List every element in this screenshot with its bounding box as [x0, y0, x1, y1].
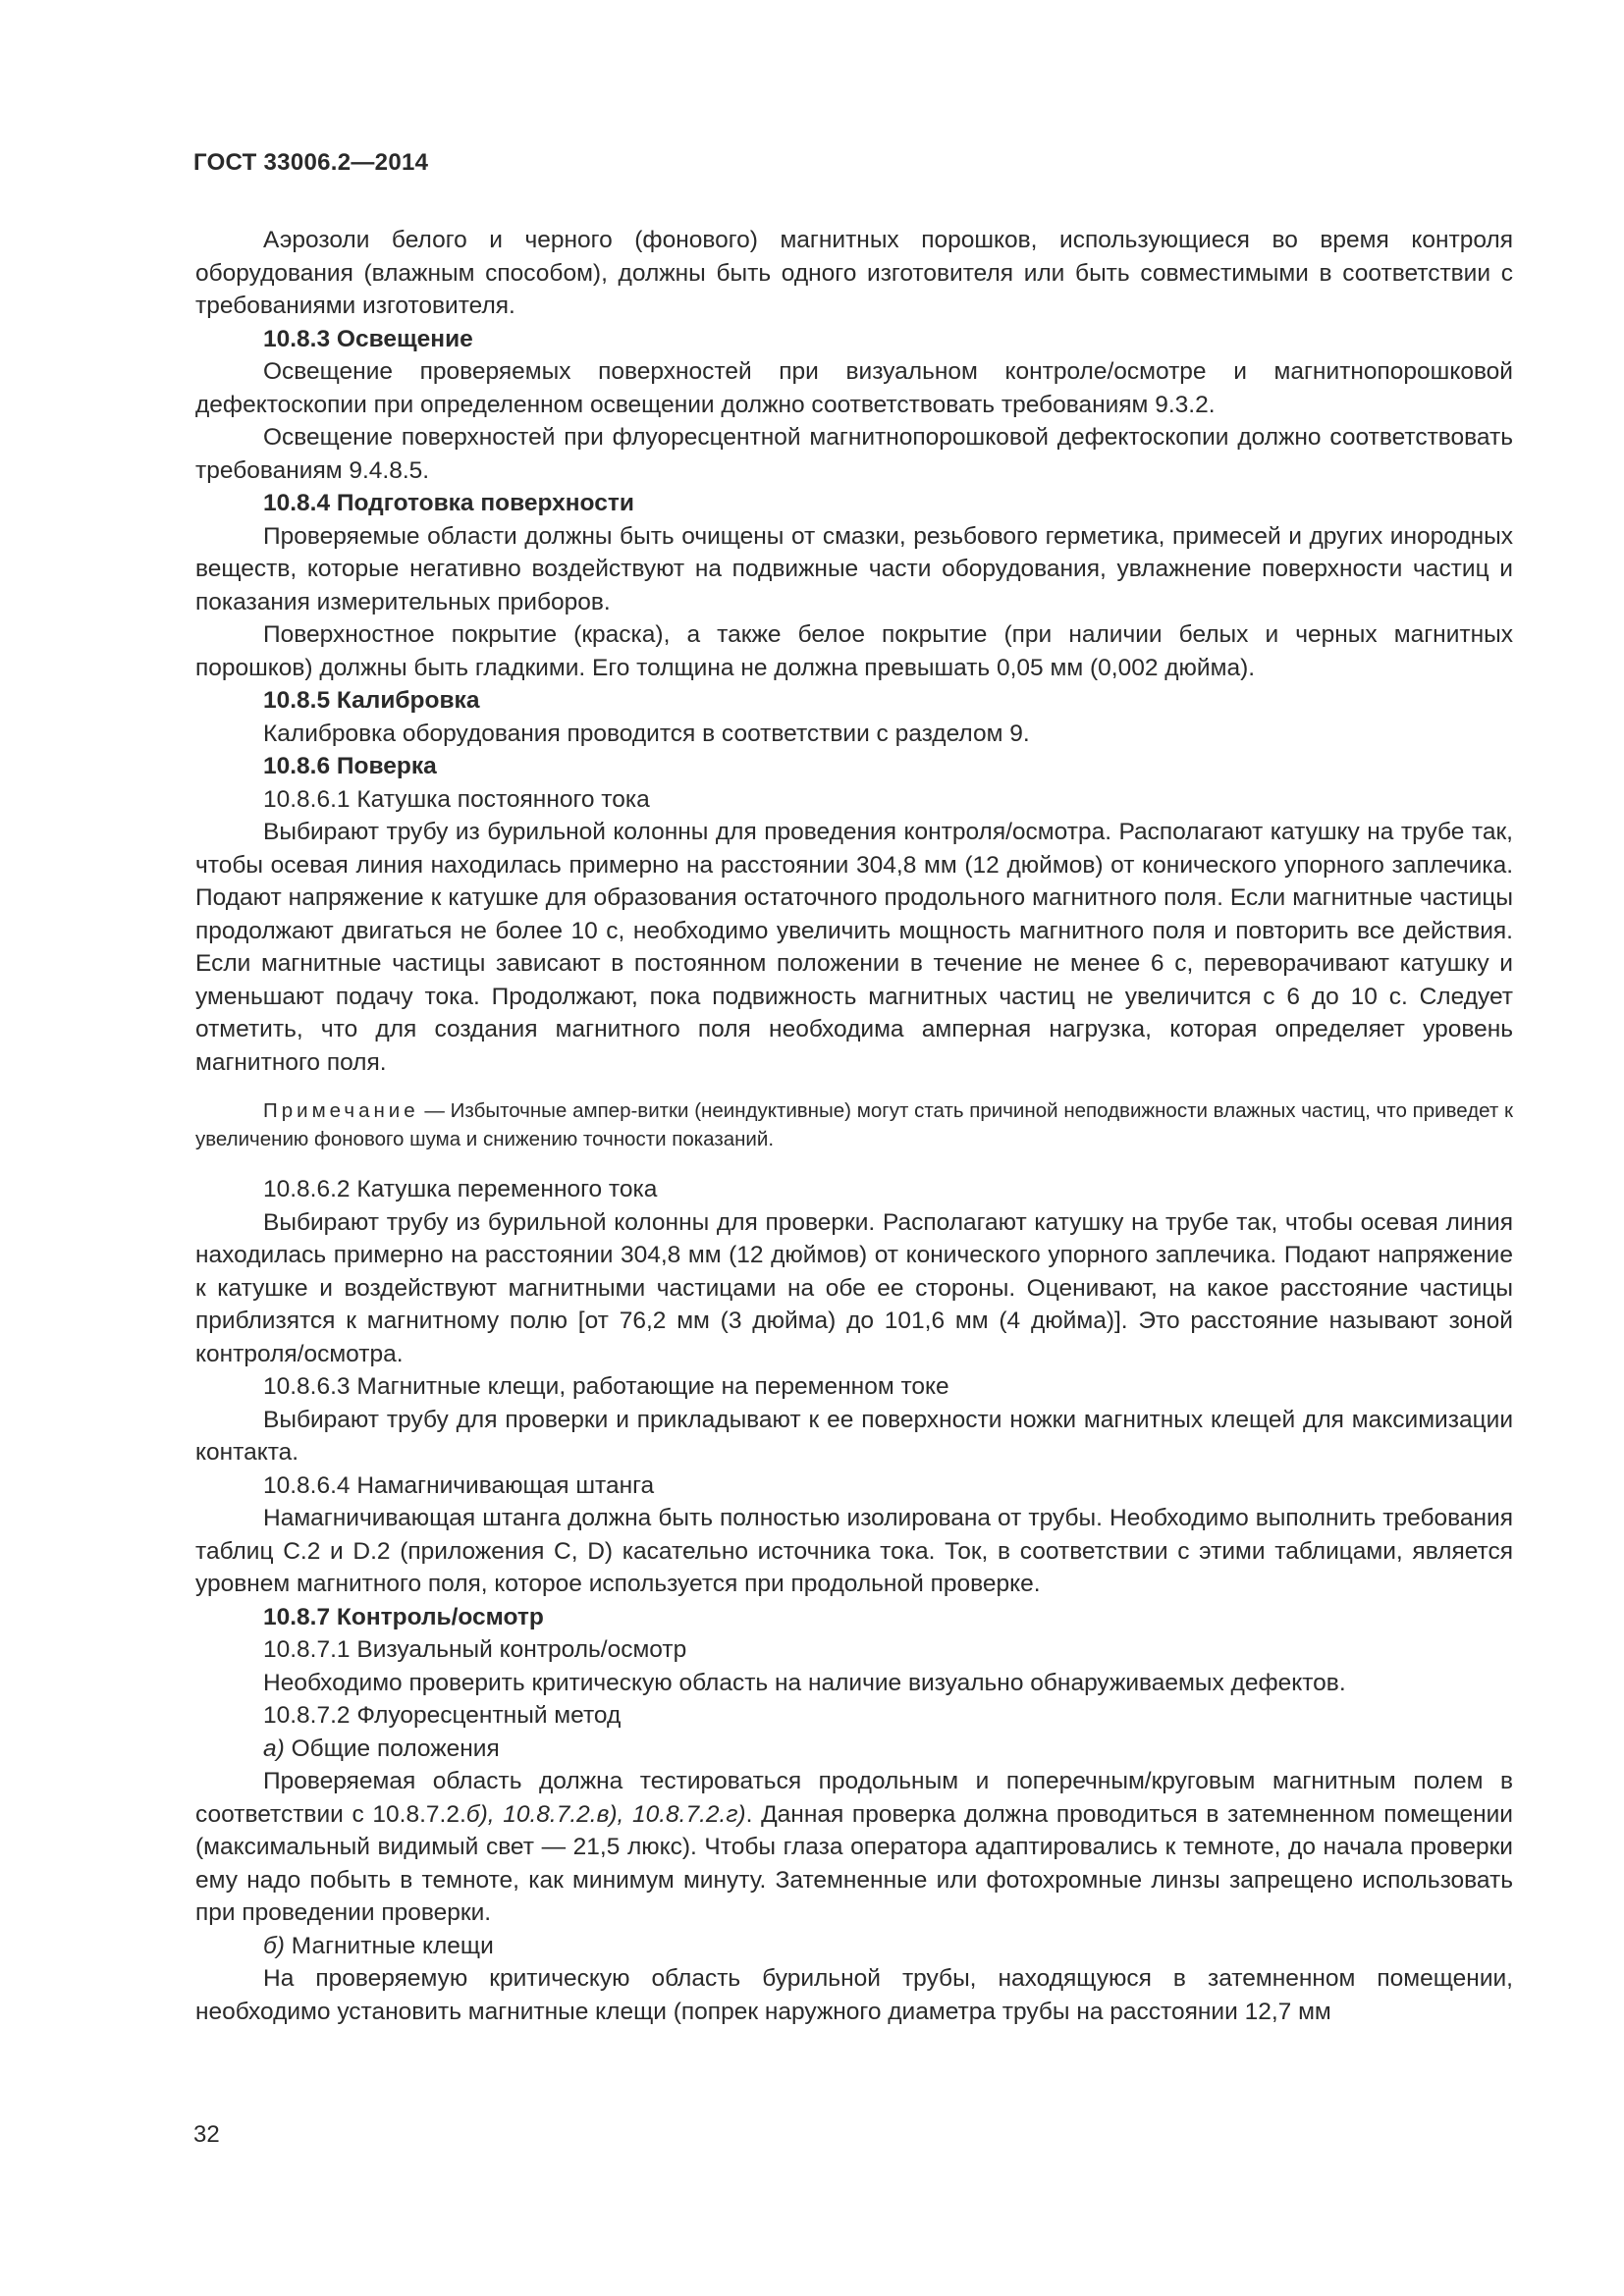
subsection-heading: 10.8.6.4 Намагничивающая штанга: [263, 1471, 655, 1499]
note: [195, 1096, 1513, 1153]
document-header: ГОСТ 33006.2—2014: [193, 149, 429, 176]
paragraph: Выбирают трубу для проверки и прикладывают к ее поверхности ножки магнитных клещей для максимизации контакта.: [195, 1406, 1513, 1466]
subsection-heading: 10.8.6.3 Магнитные клещи, работающие на переменном токе: [263, 1373, 949, 1400]
paragraph: Проверяемые области должны быть очищены от смазки, резьбового герметика, примесей и других инородных веществ, которые негативно воздействуют на подвижные части оборудования, увлажнение поверхности частиц и показания измерительных приборов.: [195, 522, 1513, 615]
list-marker: б): [263, 1932, 285, 1959]
paragraph: Аэрозоли белого и черного (фонового) магнитных порошков, использующиеся во время контроля оборудования (влажным способом), должны быть одного изготовителя или быть совместимыми в соответствии с требованиями изготовителя.: [195, 227, 1513, 319]
paragraph: [195, 1765, 1513, 1930]
list-item-heading: [195, 1930, 1513, 1963]
paragraph: На проверяемую критическую область бурильной трубы, находящуюся в затемненном помещении, необходимо установить магнитные клещи (попрек наружного диаметра трубы на расстоянии 12,7 мм: [195, 1965, 1513, 2025]
list-item-title: Магнитные клещи: [284, 1932, 494, 1959]
paragraph: Калибровка оборудования проводится в соответствии с разделом 9.: [263, 720, 1030, 747]
document-body: [195, 224, 1513, 2028]
section-heading: 10.8.4 Подготовка поверхности: [263, 490, 634, 516]
section-heading: 10.8.3 Освещение: [263, 325, 473, 352]
paragraph: Намагничивающая штанга должна быть полностью изолирована от трубы. Необходимо выполнить требования таблиц С.2 и D.2 (приложения С, D) касательно источника тока. Ток, в соответствии с этими таблицами, является уровнем магнитного поля, которое используется при продольной проверке.: [195, 1505, 1513, 1597]
subsection-heading: 10.8.7.2 Флуоресцентный метод: [263, 1702, 622, 1729]
list-marker: а): [263, 1735, 285, 1762]
paragraph-text: . Данная проверка должна проводиться в затемненном помещении (максимальный видимый свет — 21,5 люкс). Чтобы глаза оператора адаптировались к темноте, до начала проверки ему надо побыть в темноте, как минимум минуту. Затемненные или фотохромные линзы запрещено использовать при проведении проверки.: [195, 1800, 1513, 1926]
page-number: 32: [193, 2121, 220, 2148]
list-item-heading: [195, 1733, 1513, 1766]
paragraph: Поверхностное покрытие (краска), а также белое покрытие (при наличии белых и черных магнитных порошков) должны быть гладкими. Его толщина не должна превышать 0,05 мм (0,002 дюйма).: [195, 621, 1513, 681]
list-item-title: Общие положения: [284, 1735, 500, 1762]
paragraph: Освещение проверяемых поверхностей при визуальном контроле/осмотре и магнитнопорошковой дефектоскопии при определенном освещении должно соответствовать требованиям 9.3.2.: [195, 358, 1513, 418]
subsection-heading: 10.8.7.1 Визуальный контроль/осмотр: [263, 1636, 687, 1663]
section-heading: 10.8.7 Контроль/осмотр: [263, 1603, 544, 1630]
paragraph: Необходимо проверить критическую область на наличие визуально обнаруживаемых дефектов.: [263, 1669, 1346, 1696]
subsection-heading: 10.8.6.2 Катушка переменного тока: [263, 1176, 658, 1202]
section-heading: 10.8.5 Калибровка: [263, 687, 480, 714]
section-heading: 10.8.6 Поверка: [263, 753, 437, 779]
paragraph: Выбирают трубу из бурильной колонны для проведения контроля/осмотра. Располагают катушку на трубе так, чтобы осевая линия находилась примерно на расстоянии 304,8 мм (12 дюймов) от конического упорного заплечика. Подают напряжение к катушке для образования остаточного продольного магнитного поля. Если магнитные частицы продолжают двигаться не более 10 с, необходимо увеличить мощность магнитного поля и повторить все действия. Если магнитные частицы зависают в постоянном положении в течение не менее 6 с, переворачивают катушку и уменьшают подачу тока. Продолжают, пока подвижность магнитных частиц не увеличится с 6 до 10 с. Следует отметить, что для создания магнитного поля необходима амперная нагрузка, которая определяет уровень магнитного поля.: [195, 819, 1513, 1076]
note-text: — Избыточные ампер-витки (неиндуктивные) могут стать причиной неподвижности влажных частиц, что приведет к увеличению фонового шума и снижению точности показаний.: [195, 1099, 1513, 1150]
paragraph-text: Проверяемая область должна тестироваться продольным и поперечным/круговым магнитным полем в соответствии с 10.8.7.2.: [195, 1768, 1513, 1828]
paragraph: Освещение поверхностей при флуоресцентной магнитнопорошковой дефектоскопии должно соответствовать требованиям 9.4.8.5.: [195, 424, 1513, 484]
note-label: Примечание: [263, 1099, 419, 1122]
subsection-heading: 10.8.6.1 Катушка постоянного тока: [263, 785, 650, 813]
paragraph: Выбирают трубу из бурильной колонны для проверки. Располагают катушку на трубе так, чтобы осевая линия находилась примерно на расстоянии 304,8 мм (12 дюймов) от конического упорного заплечика. Подают напряжение к катушке и воздействуют магнитными частицами на обе ее стороны. Оценивают, на какое расстояние частицы приблизятся к магнитному полю [от 76,2 мм (3 дюйма) до 101,6 мм (4 дюйма)]. Это расстояние называют зоной контроля/осмотра.: [195, 1208, 1513, 1367]
paragraph-reference: б), 10.8.7.2.в), 10.8.7.2.г): [465, 1800, 746, 1828]
